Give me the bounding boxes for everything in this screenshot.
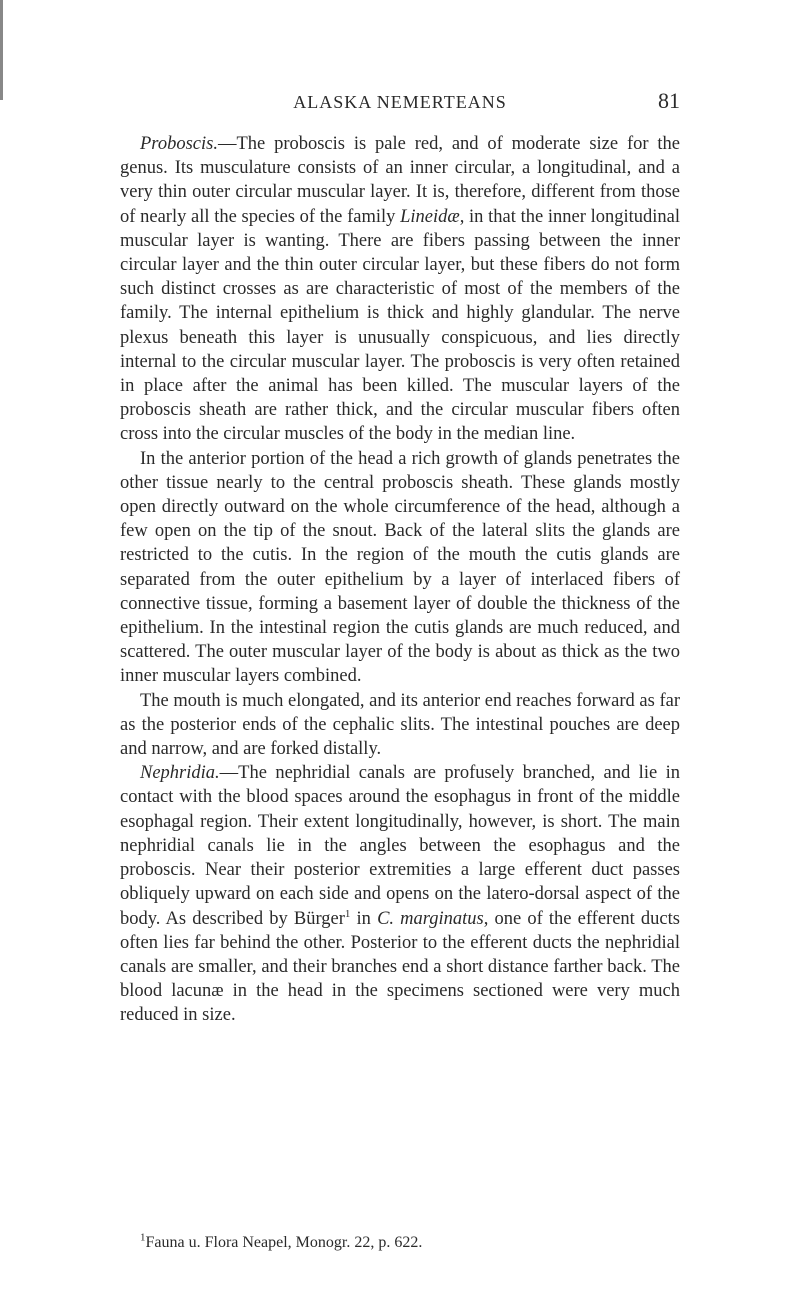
- family-name: Lineidæ: [400, 206, 460, 227]
- paragraph-text: —The nephridial canals are profusely branched, and lie in contact with the blood spaces around the esophagus in front of the middle esophagal region. Their extent longitudinally, however, is short. The main nephridial canals lie in the angles between the esophagus and the proboscis. Near their posterior extremities a large efferent duct passes obliquely upward on each side and opens on the latero-dorsal aspect of the body. As described by Bürger: [120, 763, 680, 929]
- footnote: [140, 1233, 680, 1253]
- page-edge-line: [0, 0, 3, 100]
- species-name: C. marginatus: [377, 908, 484, 929]
- footnote-text: Fauna u. Flora Neapel, Monogr. 22, p. 622.: [145, 1234, 423, 1251]
- section-heading-nephridia: Nephridia.: [140, 763, 220, 784]
- paragraph-text: in: [350, 908, 378, 929]
- section-heading-proboscis: Proboscis.: [140, 134, 218, 154]
- paragraph-text: , in that the inner longitudinal muscular layer is wanting. There are fibers passing between the inner circular layer and the thin outer circular layer, but these fibers do not form such distinct crosses as are characteristic of most of the members of the family. The internal epithelium is thick and highly glandular. The nerve plexus beneath this layer is unusually conspicuous, and lies directly internal to the circular muscular layer. The proboscis is very often retained in place after the animal has been killed. The muscular layers of the proboscis sheath are rather thick, and the circular muscular fibers often cross into the circular muscles of the body in the median line.: [120, 206, 680, 445]
- paragraph-text: —The proboscis is pale red, and of moderate size for the genus. Its musculature consists of an inner circular, a longitudinal, and a very thin outer circular muscular layer. It is, therefore, different from those of nearly all the species of the family: [120, 134, 680, 227]
- paragraph-nephridia: [120, 761, 680, 1027]
- page-number: 81: [658, 88, 680, 113]
- paragraph-glands: In the anterior portion of the head a rich growth of glands penetrates the other tissue nearly to the central proboscis sheath. These glands mostly open directly outward on the whole circumference of the head, although a few open on the tip of the snout. Back of the lateral slits the glands are restricted to the cutis. In the region of the mouth the cutis glands are separated from the outer epithelium by a layer of interlaced fibers of connective tissue, forming a basement layer of double the thickness of the epithelium. In the intestinal region the cutis glands are much reduced, and scattered. The outer muscular layer of the body is about as thick as the two inner muscular layers combined.: [120, 448, 680, 687]
- footnote-reference: 1: [344, 907, 351, 920]
- paragraph-proboscis: [120, 132, 680, 447]
- running-head: [120, 88, 680, 118]
- body-text: [120, 132, 680, 1028]
- paragraph-text: , one of the efferent ducts often lies far behind the other. Posterior to the efferent ducts the nephridial canals are smaller, and their branches end a short distance farther back. The blood lacunæ in the head in the specimens sectioned were very much reduced in size.: [120, 908, 680, 1026]
- running-title: ALASKA NEMERTEANS: [293, 92, 507, 112]
- footnote-marker: 1: [140, 1231, 146, 1244]
- paragraph-mouth: The mouth is much elongated, and its anterior end reaches forward as far as the posterior ends of the cephalic slits. The intestinal pouches are deep and narrow, and are forked distally.: [120, 690, 680, 760]
